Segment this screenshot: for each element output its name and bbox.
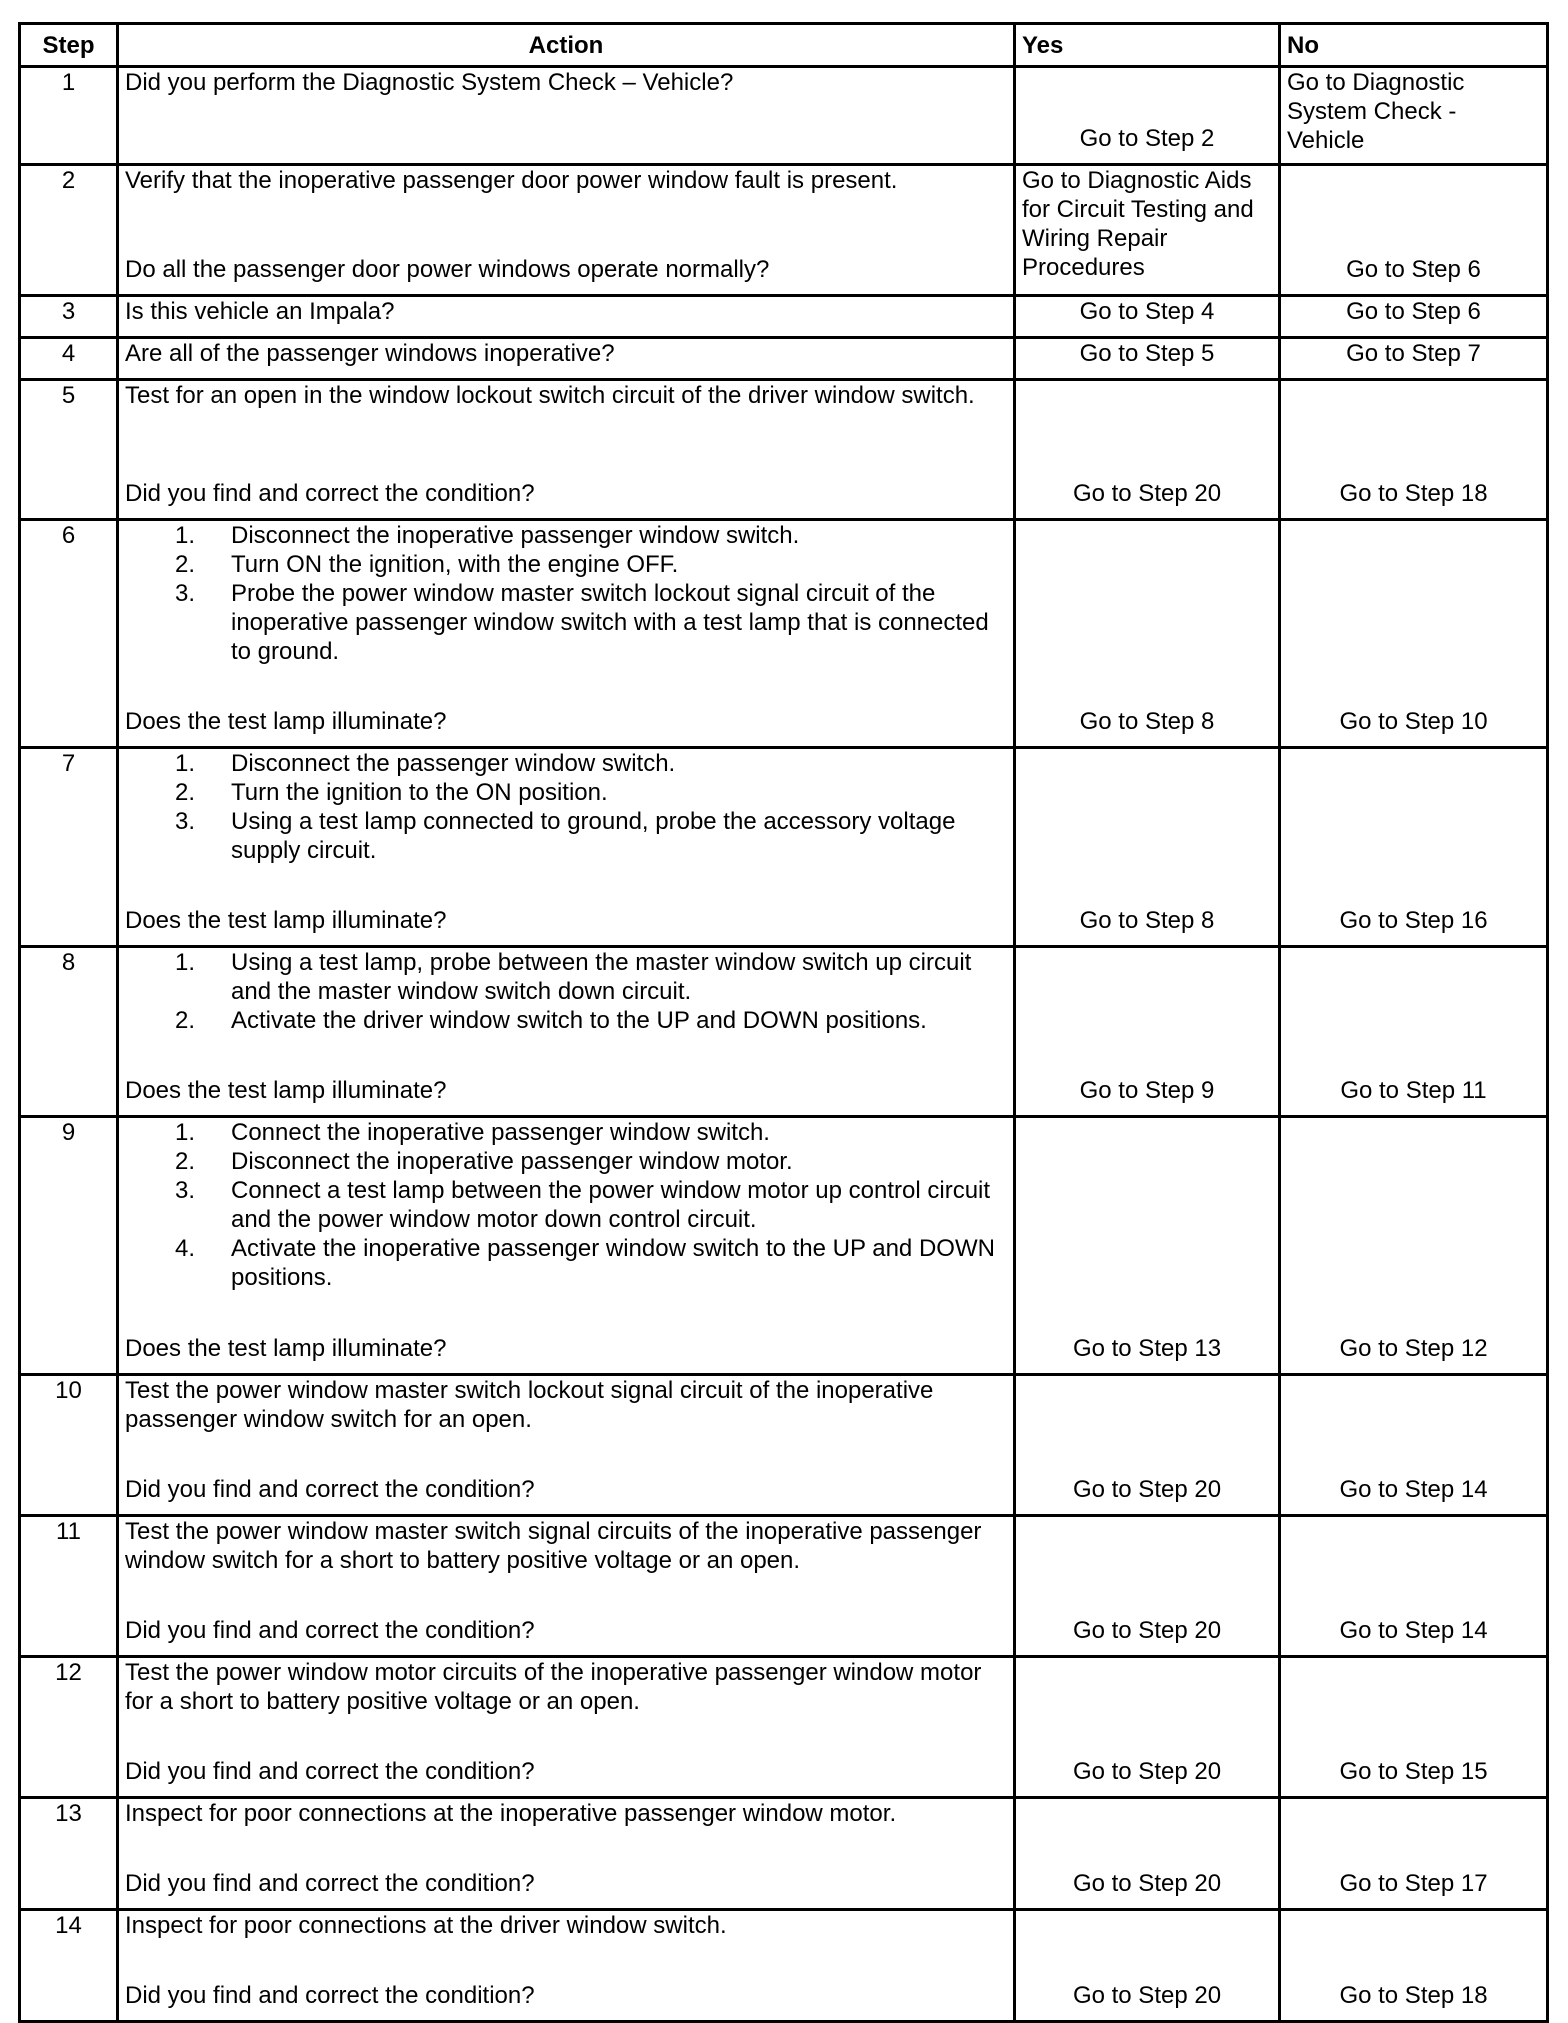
action-cell: [118, 67, 1015, 165]
procedure-item: [125, 778, 1007, 807]
action-text: Inspect for poor connections at the driver window switch.: [125, 1912, 727, 1939]
table-row: [20, 1910, 1548, 2022]
step-number: 12: [20, 1657, 118, 1798]
procedure-item-number: 2.: [175, 1007, 196, 1034]
step-number: 11: [20, 1516, 118, 1657]
header-action: Action: [118, 24, 1015, 67]
yes-cell: [1015, 338, 1280, 380]
procedure-item: [125, 579, 1007, 666]
step-number: 7: [20, 748, 118, 947]
procedure-item-text: Turn the ignition to the ON position.: [231, 779, 608, 806]
procedure-item-text: Connect the inoperative passenger window switch.: [231, 1119, 770, 1146]
yes-cell: [1015, 296, 1280, 338]
header-yes: Yes: [1015, 24, 1280, 67]
no-target: Go to Step 11: [1340, 1077, 1487, 1104]
yes-cell: [1015, 520, 1280, 748]
table-row: [20, 1516, 1548, 1657]
no-cell: [1280, 947, 1548, 1117]
procedure-item: [125, 948, 1007, 1006]
yes-target: Go to Step 5: [1079, 340, 1215, 367]
action-text: Did you perform the Diagnostic System Check – Vehicle?: [125, 69, 734, 96]
no-cell: [1280, 338, 1548, 380]
header-step: Step: [20, 24, 118, 67]
yes-cell: [1015, 67, 1280, 165]
action-cell: [118, 1117, 1015, 1375]
yes-target: Go to Step 20: [1072, 1758, 1222, 1785]
action-text: Test the power window master switch signal circuits of the inoperative passenger window switch for a short to battery positive voltage or an open.: [125, 1518, 982, 1574]
procedure-item-number: 1.: [175, 949, 196, 976]
no-cell: [1280, 380, 1548, 520]
no-cell: [1280, 1657, 1548, 1798]
no-cell: [1280, 1798, 1548, 1910]
procedure-item: [125, 1147, 1007, 1176]
action-cell: [118, 1375, 1015, 1516]
yes-cell: [1015, 1910, 1280, 2022]
step-number: 14: [20, 1910, 118, 2022]
no-cell: [1280, 1117, 1548, 1375]
procedure-item-number: 4.: [175, 1235, 196, 1262]
procedure-item: [125, 1006, 1007, 1035]
no-target: Go to Step 15: [1339, 1758, 1488, 1785]
no-cell: [1280, 67, 1548, 165]
no-target: Go to Step 17: [1339, 1870, 1488, 1897]
no-cell: [1280, 748, 1548, 947]
action-cell: [118, 1516, 1015, 1657]
yes-target: Go to Step 20: [1072, 1617, 1222, 1644]
table-row: [20, 1798, 1548, 1910]
yes-target: Go to Step 20: [1072, 480, 1222, 507]
procedure-item-number: 2.: [175, 1148, 196, 1175]
yes-target: Go to Step 4: [1079, 298, 1215, 325]
yes-cell: [1015, 1657, 1280, 1798]
procedure-item-number: 3.: [175, 1177, 196, 1204]
step-number: 6: [20, 520, 118, 748]
yes-target: Go to Step 20: [1072, 1476, 1222, 1503]
no-target: Go to Step 6: [1346, 298, 1481, 325]
procedure-item: [125, 1118, 1007, 1147]
procedure-list: [125, 1118, 1007, 1292]
yes-target: Go to Step 9: [1079, 1077, 1215, 1104]
procedure-item-number: 1.: [175, 1119, 196, 1146]
table-row: [20, 296, 1548, 338]
header-row: [20, 24, 1548, 67]
yes-target: Go to Step 8: [1079, 708, 1215, 735]
action-cell: [118, 1798, 1015, 1910]
yes-cell: [1015, 380, 1280, 520]
table-row: [20, 1657, 1548, 1798]
procedure-item-text: Using a test lamp connected to ground, probe the accessory voltage supply circuit.: [231, 808, 956, 864]
no-cell: [1280, 520, 1548, 748]
step-number: 3: [20, 296, 118, 338]
step-number: 13: [20, 1798, 118, 1910]
no-target: Go to Step 7: [1346, 340, 1481, 367]
no-cell: [1280, 1910, 1548, 2022]
action-cell: [118, 748, 1015, 947]
procedure-item-number: 1.: [175, 522, 196, 549]
procedure-item-text: Activate the driver window switch to the UP and DOWN positions.: [231, 1007, 927, 1034]
action-question: Do all the passenger door power windows operate normally?: [125, 256, 770, 283]
action-cell: [118, 380, 1015, 520]
procedure-item-text: Activate the inoperative passenger window switch to the UP and DOWN positions.: [231, 1235, 995, 1291]
action-question: Does the test lamp illuminate?: [125, 708, 447, 735]
yes-cell: [1015, 1798, 1280, 1910]
procedure-item-text: Connect a test lamp between the power window motor up control circuit and the power window motor down control circuit.: [231, 1177, 991, 1233]
procedure-item: [125, 1234, 1007, 1292]
action-text: Test for an open in the window lockout switch circuit of the driver window switch.: [125, 382, 975, 409]
procedure-item-number: 2.: [175, 551, 196, 578]
procedure-item-text: Turn ON the ignition, with the engine OFF.: [231, 551, 679, 578]
yes-target: Go to Diagnostic Aids for Circuit Testing and Wiring Repair Procedures: [1022, 167, 1254, 281]
table-row: [20, 520, 1548, 748]
procedure-list: [125, 948, 1007, 1035]
action-question: Did you find and correct the condition?: [125, 1476, 535, 1503]
procedure-item-text: Disconnect the inoperative passenger window switch.: [231, 522, 800, 549]
no-target: Go to Step 18: [1339, 480, 1488, 507]
procedure-item-text: Disconnect the inoperative passenger window motor.: [231, 1148, 793, 1175]
no-target: Go to Step 18: [1339, 1982, 1488, 2009]
procedure-item: [125, 521, 1007, 550]
no-target: Go to Step 14: [1339, 1617, 1488, 1644]
action-cell: [118, 1657, 1015, 1798]
procedure-item-text: Probe the power window master switch lockout signal circuit of the inoperative passenger window switch with a test lamp that is connected to ground.: [231, 580, 989, 665]
diagnostic-table: [18, 22, 1549, 2023]
yes-target: Go to Step 20: [1072, 1870, 1222, 1897]
action-question: Does the test lamp illuminate?: [125, 1077, 447, 1104]
action-cell: [118, 296, 1015, 338]
table-row: [20, 165, 1548, 296]
table-row: [20, 380, 1548, 520]
action-text: Test the power window master switch lockout signal circuit of the inoperative passenger window switch for an open.: [125, 1377, 934, 1433]
no-target: Go to Step 10: [1339, 708, 1488, 735]
action-question: Did you find and correct the condition?: [125, 1870, 535, 1897]
action-cell: [118, 165, 1015, 296]
action-question: Did you find and correct the condition?: [125, 1758, 535, 1785]
action-cell: [118, 338, 1015, 380]
table-row: [20, 338, 1548, 380]
yes-cell: [1015, 1516, 1280, 1657]
action-question: Did you find and correct the condition?: [125, 1982, 535, 2009]
yes-cell: [1015, 165, 1280, 296]
table-row: [20, 947, 1548, 1117]
action-text: Are all of the passenger windows inoperative?: [125, 340, 615, 367]
no-cell: [1280, 1516, 1548, 1657]
procedure-item-number: 3.: [175, 808, 196, 835]
yes-cell: [1015, 748, 1280, 947]
action-question: Does the test lamp illuminate?: [125, 907, 447, 934]
yes-target: Go to Step 13: [1072, 1335, 1222, 1362]
procedure-item-number: 2.: [175, 779, 196, 806]
yes-cell: [1015, 947, 1280, 1117]
procedure-item: [125, 1176, 1007, 1234]
table-row: [20, 1117, 1548, 1375]
no-target: Go to Step 14: [1339, 1476, 1488, 1503]
action-text: Is this vehicle an Impala?: [125, 298, 395, 325]
action-cell: [118, 1910, 1015, 2022]
action-text: Test the power window motor circuits of the inoperative passenger window motor for a short to battery positive voltage or an open.: [125, 1659, 982, 1715]
no-cell: [1280, 165, 1548, 296]
step-number: 10: [20, 1375, 118, 1516]
yes-target: Go to Step 8: [1079, 907, 1215, 934]
header-no: No: [1280, 24, 1548, 67]
action-text: Verify that the inoperative passenger door power window fault is present.: [125, 167, 898, 194]
procedure-list: [125, 521, 1007, 666]
action-text: Inspect for poor connections at the inoperative passenger window motor.: [125, 1800, 897, 1827]
action-cell: [118, 947, 1015, 1117]
procedure-list: [125, 749, 1007, 865]
no-target: Go to Diagnostic System Check - Vehicle: [1287, 69, 1465, 154]
no-target: Go to Step 12: [1339, 1335, 1488, 1362]
step-number: 2: [20, 165, 118, 296]
table-row: [20, 1375, 1548, 1516]
step-number: 8: [20, 947, 118, 1117]
step-number: 1: [20, 67, 118, 165]
yes-target: Go to Step 2: [1079, 125, 1215, 152]
procedure-item-text: Using a test lamp, probe between the master window switch up circuit and the master window switch down circuit.: [231, 949, 972, 1005]
no-target: Go to Step 6: [1346, 256, 1481, 283]
table-row: [20, 67, 1548, 165]
procedure-item-number: 1.: [175, 750, 196, 777]
yes-target: Go to Step 20: [1072, 1982, 1222, 2009]
yes-cell: [1015, 1117, 1280, 1375]
step-number: 9: [20, 1117, 118, 1375]
procedure-item-number: 3.: [175, 580, 196, 607]
no-target: Go to Step 16: [1339, 907, 1488, 934]
procedure-item: [125, 550, 1007, 579]
action-question: Did you find and correct the condition?: [125, 1617, 535, 1644]
yes-cell: [1015, 1375, 1280, 1516]
no-cell: [1280, 296, 1548, 338]
action-cell: [118, 520, 1015, 748]
procedure-item: [125, 749, 1007, 778]
procedure-item-text: Disconnect the passenger window switch.: [231, 750, 676, 777]
procedure-item: [125, 807, 1007, 865]
action-question: Did you find and correct the condition?: [125, 480, 535, 507]
step-number: 5: [20, 380, 118, 520]
step-number: 4: [20, 338, 118, 380]
no-cell: [1280, 1375, 1548, 1516]
action-question: Does the test lamp illuminate?: [125, 1335, 447, 1362]
table-row: [20, 748, 1548, 947]
